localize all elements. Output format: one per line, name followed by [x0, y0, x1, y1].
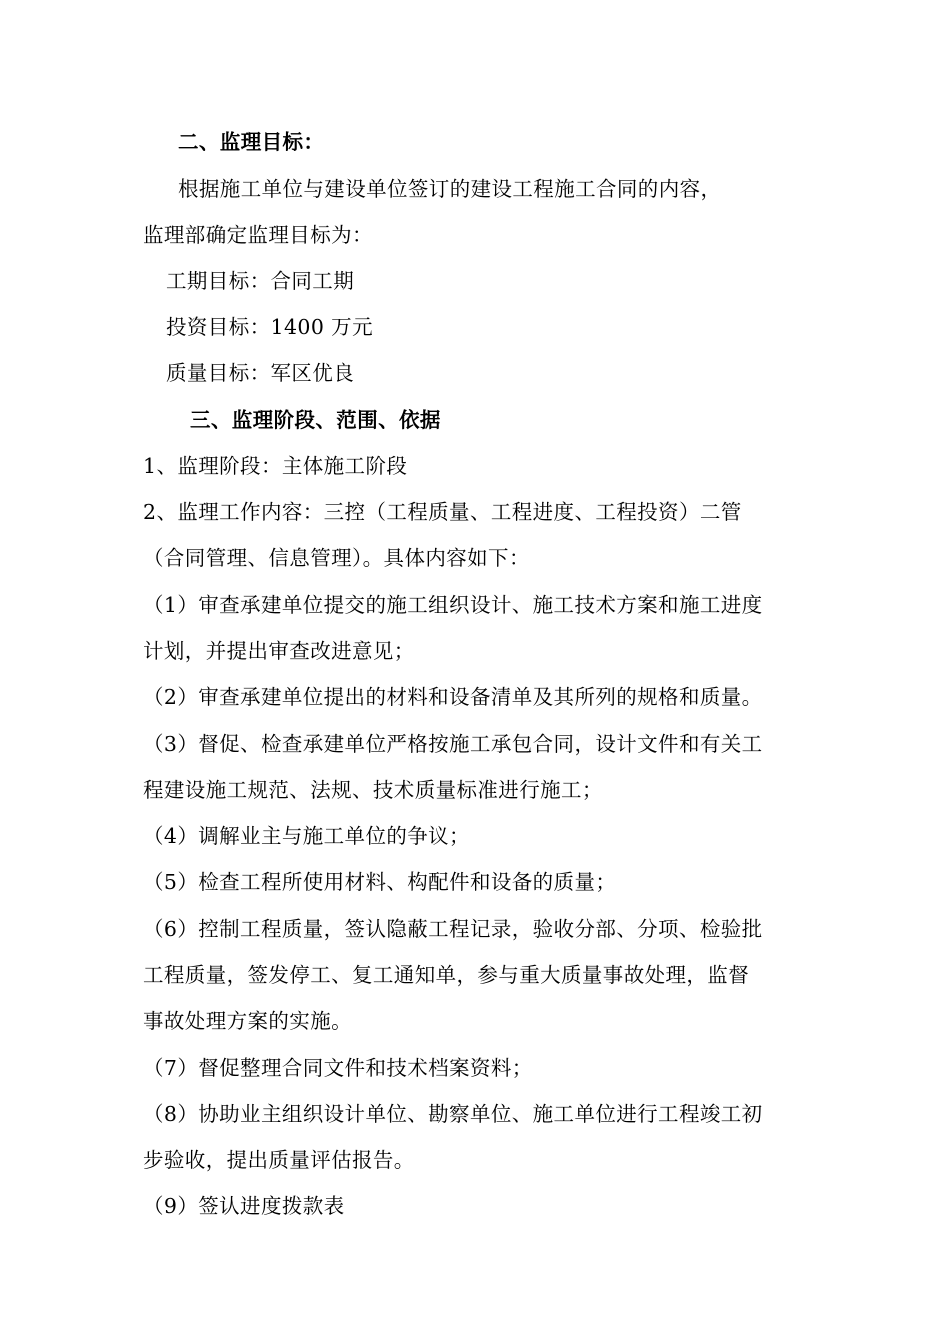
work-content-line-2: （合同管理、信息管理）。具体内容如下：	[143, 546, 530, 570]
item-3-line-2: 程建设施工规范、法规、技术质量标准进行施工；	[143, 778, 603, 802]
item-6-line-3: 事故处理方案的实施。	[143, 1009, 352, 1033]
item-1-line-2: 计划，并提出审查改进意见；	[143, 639, 415, 663]
item-2-line-1: （2）审查承建单位提出的材料和设备清单及其所列的规格和质量。	[143, 685, 763, 709]
goal-schedule: 工期目标：合同工期	[166, 269, 355, 293]
item-3-line-1: （3）督促、检查承建单位严格按施工承包合同，设计文件和有关工	[143, 732, 763, 756]
section-2-intro-line-1: 根据施工单位与建设单位签订的建设工程施工合同的内容，	[178, 177, 722, 201]
item-9-line-1: （9）签认进度拨款表	[143, 1194, 345, 1218]
goal-investment: 投资目标：1400 万元	[166, 315, 373, 339]
item-5-line-1: （5）检查工程所使用材料、构配件和设备的质量；	[143, 870, 617, 894]
item-8-line-1: （8）协助业主组织设计单位、勘察单位、施工单位进行工程竣工初	[143, 1102, 763, 1126]
work-content-line-1: 2、监理工作内容：三控（工程质量、工程进度、工程投资）二管	[143, 500, 742, 524]
item-6-line-1: （6）控制工程质量，签认隐蔽工程记录，验收分部、分项、检验批	[143, 917, 763, 941]
item-4-line-1: （4）调解业主与施工单位的争议；	[143, 824, 470, 848]
section-3-heading: 三、监理阶段、范围、依据	[190, 408, 441, 432]
supervision-stage: 1、监理阶段：主体施工阶段	[143, 454, 408, 478]
item-1-line-1: （1）审查承建单位提交的施工组织设计、施工技术方案和施工进度	[143, 593, 763, 617]
item-6-line-2: 工程质量，签发停工、复工通知单，参与重大质量事故处理，监督	[143, 963, 750, 987]
item-8-line-2: 步验收，提出质量评估报告。	[143, 1148, 415, 1172]
section-2-intro-line-2: 监理部确定监理目标为：	[143, 223, 373, 247]
goal-quality: 质量目标：军区优良	[166, 361, 355, 385]
section-2-heading: 二、监理目标：	[178, 130, 325, 154]
item-7-line-1: （7）督促整理合同文件和技术档案资料；	[143, 1056, 533, 1080]
